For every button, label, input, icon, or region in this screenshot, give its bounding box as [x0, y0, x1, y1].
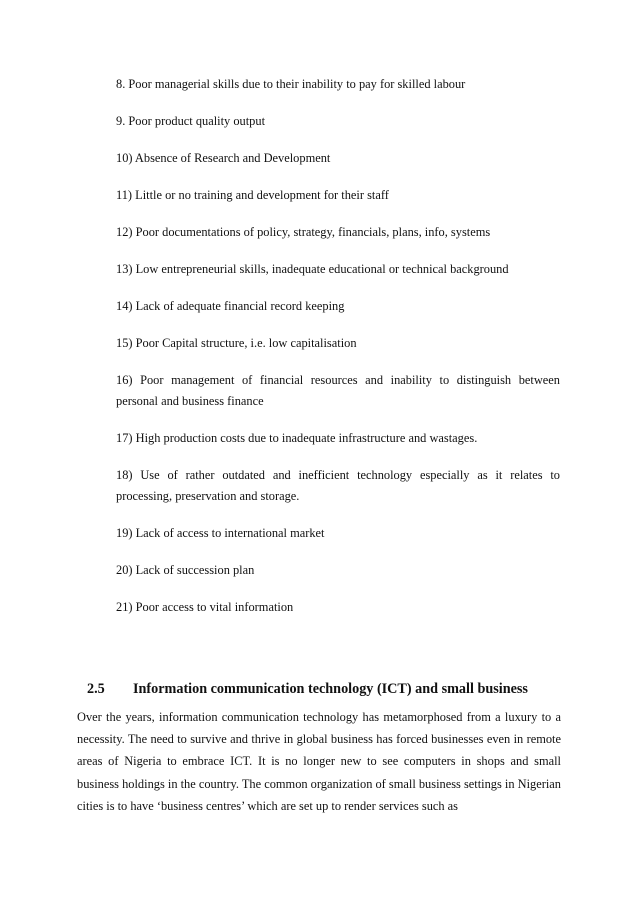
- list-item: 9. Poor product quality output: [116, 114, 266, 128]
- list-item: 21) Poor access to vital information: [116, 600, 294, 614]
- section-body-paragraph: Over the years, information communication technology has metamorphosed from a luxury to a necessity. The need to survive and thrive in global business has forced businesses even in remote areas of Nigeria to embrace ICT. It is no longer new to see computers in shops and small business holdings in the country. The common organization of small business settings in Nigerian cities is to have ‘business centres’ which are set up to render services such as: [77, 710, 561, 813]
- problems-list: [116, 74, 560, 634]
- list-item: 8. Poor managerial skills due to their inability to pay for skilled labour: [116, 77, 466, 91]
- list-item: 10) Absence of Research and Development: [116, 151, 331, 165]
- list-item: 13) Low entrepreneurial skills, inadequate educational or technical background: [116, 262, 509, 276]
- list-item: 12) Poor documentations of policy, strategy, financials, plans, info, systems: [116, 225, 491, 239]
- list-item: 15) Poor Capital structure, i.e. low capitalisation: [116, 336, 357, 350]
- section-number: 2.5: [87, 681, 105, 697]
- list-item: 20) Lack of succession plan: [116, 563, 255, 577]
- list-item: 11) Little or no training and development for their staff: [116, 188, 389, 202]
- section-title: Information communication technology (ICT) and small business: [133, 681, 528, 697]
- list-item: 18) Use of rather outdated and inefficient technology especially as it relates to processing, preservation and storage.: [116, 468, 560, 503]
- section-heading: [87, 679, 567, 699]
- list-item: 16) Poor management of financial resources and inability to distinguish between personal and business finance: [116, 373, 560, 408]
- list-item: 17) High production costs due to inadequate infrastructure and wastages.: [116, 431, 478, 445]
- list-item: 19) Lack of access to international market: [116, 526, 325, 540]
- list-item: 14) Lack of adequate financial record keeping: [116, 299, 345, 313]
